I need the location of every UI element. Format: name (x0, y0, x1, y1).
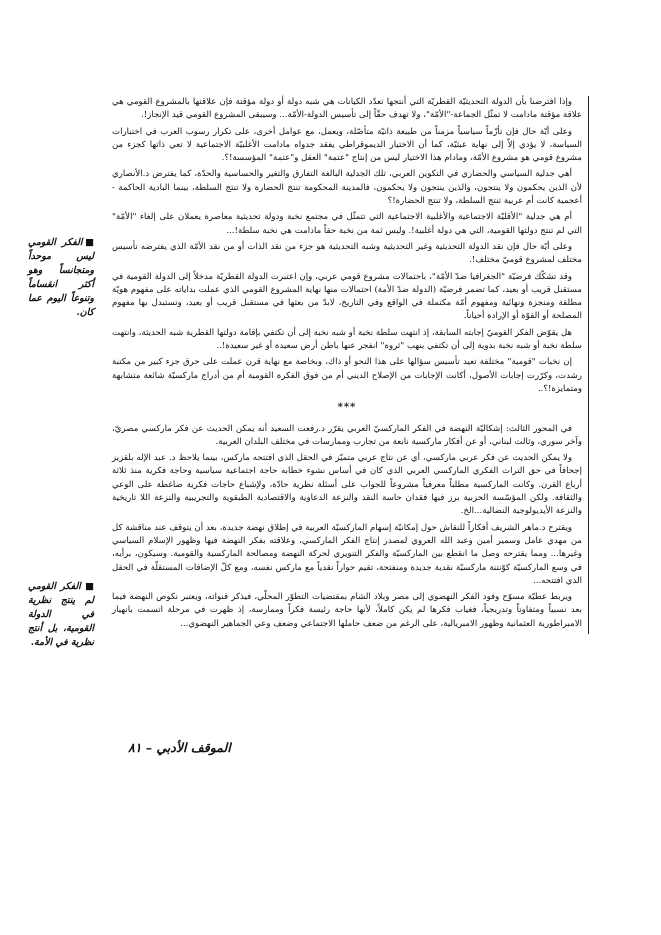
paragraph: ويربط عطيّة مسوّح وفود الفكر النهضوي إلى مصر وبلاد الشام بمقتضيات التطوّر المحلّي، فيذكر قنواته، ويعتبر نكوص النهضة فيما بعد نسبياً ومتفاوتاً وتدريجياً، فغياب فكرها لم يكن كاملاً، لأنها حاجة رئيسة فكراً وممارسة، إذ ظهرت في مرحلة اتسمت بانهيار الامبراطورية العثمانية وظهور الامبريالية، على الرغم من ضعف حاملها الاجتماعي وضعف وعي الجماهير النهضوي... (112, 592, 582, 629)
paragraph: وقد تشكّك فرضيّة "الجغرافيا ضدّ الأمّة"، باحتمالات مشروع قومي عربي، وإن اعتبرت الدولة القطريّة مدخلاً إلى الدولة القومية في مستقبل قريب أو بعيد، كما تضمر فرضيّة (الدولة ضدّ الأمة) احتمالات منها نهاية المشروع القومي الذي عملت بداياته على مفهوم هويّة مطلقة ومنجزة ونهائية ومفهوم أمّة مكتملة في الواقع وفي التاريخ، لابدّ من بعثها في مستقبل قريب أو بعيد، وتستبدل بها مفهوم المصلحة أو القوّة أو الإرادة أحياناً. (112, 271, 582, 322)
paragraph: أهي جدلية السياسي والحضاري في التكوين العربي، تلك الجدلية البالغة التفارق والتغير والحساسية والحدّة، كما يفترض د.الأنصاري لأن الذين يحكمون ولا ينتجون، والذين ينتجون ولا يحكمون، فالمدينة المحكومة تنتج الحضارة ولا تنتج السلطة، بينما البادية الحاكمة - أعجمية كانت أم عربية تنتج السلطة، ولا تنتج الحضارة!؟ (112, 169, 582, 207)
page-footer: الموقف الأدبي – ٨١ (128, 740, 231, 755)
paragraph: وعلى أيّة حال فإن نقد الدولة التحديثية وغير التحديثية وشبه التحديثية هو جزء من نقد الذات أو من نقد الأمّة الذي يفترضه تأسيس مختلف لمشروع قوميّ مختلف!. (112, 241, 582, 266)
paragraph: إن نخبات "قومية" مختلفة تعيد تأسيس سؤالها على هذا النحو أو ذاك، وبخاصة مع نهاية قرن عملت على حرق جزء كبير من مكتبة رشدت، وكرّرت إجابات الأصول، أكانت الإجابات من الإصلاح الديني أم من فوق الفكرة القومية أم من أدراج ماركسيّة شائعة متشابهة ومتمايزة!؟.. (112, 357, 582, 394)
article-body (112, 96, 589, 634)
paragraph: في المحور الثالث: إشكاليّة النهضة في الفكر الماركسيّ العربي يقرّر د.رفعت السعيد أنه يمكن الحديث عن فكر ماركسي مصريّ، وآخر سوري، وثالث لبناني، أو عن أفكار ماركسية نابعة من تجارب وممارسات في مختلف البلدان العربية. (112, 423, 582, 447)
paragraph: ولا يمكن الحديث عن فكر عربي ماركسي، أي عن نتاج عربي متميّز في الحقل الذي افتتحه ماركس، بينما يلاحظ د. عبد الإله بلقزيز إجحافاً في حق التراث الفكري الماركسي العربي الذي كان في أساس نشوء خطابه حاجة اجتماعية سياسية وحاجة فكرية منذ ثلاثة أرباع القرن. وكانت الماركسية مطلباً معرفياً مشروعاً للجواب على أسئلة نظرية حادّة، ولإشباع حاجات فكرية ضاغطة على الوعي والثقافة. ولكن المؤسّسة الحزبية برز فيها فقدان حاسة النقد والنزعة الدعاوية والاقتصادية الطبقوية والتجريبية والنزعة اللا تاريخية والنزعة الأيديولوجية النضالية...الخ. (112, 453, 582, 517)
paragraph: وإذا افترضنا بأن الدولة التحديثيّة القطريّة التي أنتجها تعدّد الكيانات هي شبه دولة أو دولة مؤقتة فإن علاقتها بالمشروع القومي هي علاقة مؤقتة مادامت لا تمثّل الجماعة-"الأمّة"، ولا تهدف حقّاً إلى تأسيس الدولة-الأمّة... وسيبقى المشروع القومي قيد الإنجاز!. (112, 97, 582, 121)
section-separator: *** (337, 402, 357, 414)
paragraph: هل يقوّض الفكر القوميّ إجابته السابقة، إذ انتهت سلطة نخبة أو شبه نخبة إلى أن تكتفي بإقامة دولتها القطرية شبه الحديثة، وانتهت سلطة نخبة أو شبه نخبة بدوية إلى أن تكتفي بنهب "ثروة" انفجر عنها باطن أرض سعيدة أو غير سعيدة!.. (112, 327, 582, 352)
paragraph: ويقترح د.ماهر الشريف أفكاراً للنقاش حول إمكانيّة إسهام الماركسيّة العربية في إطلاق نهضة جديدة، بعد أن يتوقف عند مناقشة كل من مهدي عامل وسمير أمين وعبد الله العروي لمصدر إنتاج الفكر الماركسي، وعلاقته بفكر النهضة فيها وظهور الإسلام السياسي وغيرها... ومما يقترحه وصل ما انقطع بين الماركسيّة والفكر التنويري لحركة النهضة ومصالحة الماركسية والقومية. وسيكون، برأيه، في وسع الماركسيّة كوّنتنة ماركسيّة نقدية جديدة ومنفتحة، تقيم حواراً نقدياً مع ماركس نفسه، ومع كلّ الإضافات المستقلّة في الحقل الذي افتتحه... (112, 522, 582, 586)
paragraph: أم هي جدلية "الأقليّة الاجتماعية والأغلبية الاجتماعية التي تتمثّل في مجتمع نخبة ودولة تحديثية معاصرة يعملان على إلغاء "الأمّة" التي لم تنتج دولتها القومية، التي هي دولة أغلبية!. وليس ثمة من نخبة حقاً مادامت هي نخبة سلطة!... (112, 212, 582, 236)
pull-quote-1: ■الفكر القومي ليس موحداً ومتجانساً وهو أكثر انقساماً وتنوعاً اليوم عما كان. (28, 237, 94, 318)
paragraph: وعلى أيّة حال فإن تأزّماً سياسياً مزمناً من طبيعة ذاتيّة متأصّلة، ويعمل، مع عوامل أخرى، على تكرار رسوب العرب في اختبارات السياسة، لا يؤدي إلاّ إلى نهاية عبثيّة، كما أن الاختيار الديموقراطي يفقد جدواه مادامت الأغلبيّة الاجتماعية لا تعي ذاتها كجزء من مشروع قومي هو مشروع الأمّة، ومادام هذا الاختيار ليس من إنتاج "عتمة" العقل و"عتمة" المؤسسة!؟. (112, 126, 582, 164)
pull-quote-2: ■ الفكر القومي لم ينتج نظرية في الدولة القومية، بل أنتج نظرية في الأمة. (28, 581, 94, 648)
